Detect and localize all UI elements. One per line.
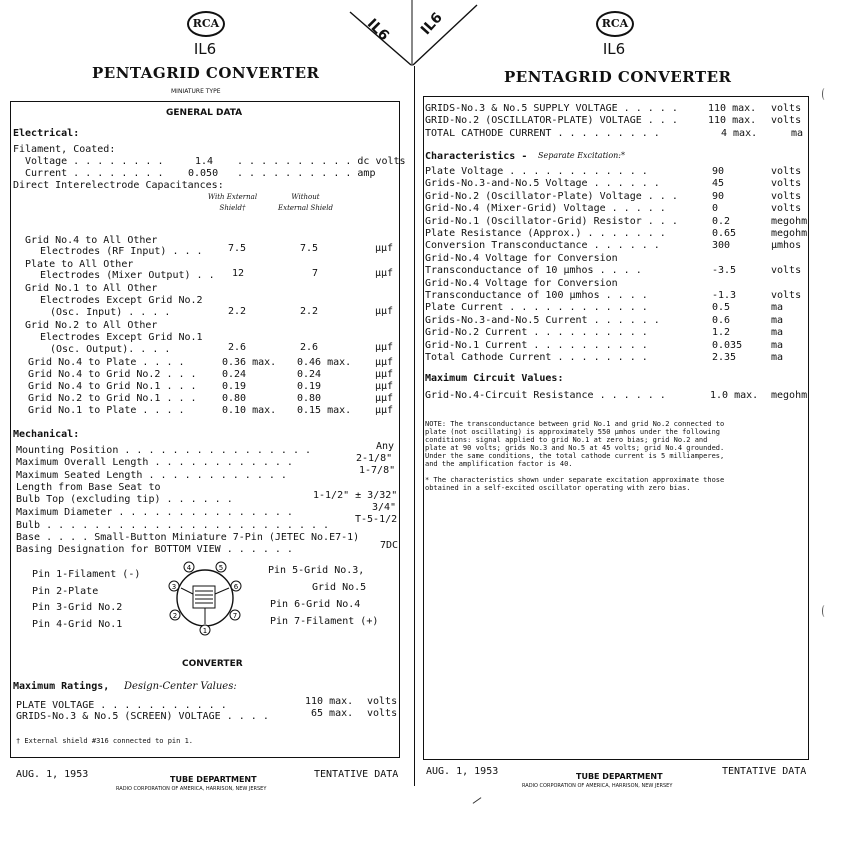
cap-4-line3: (Osc. Output). . . . — [50, 344, 171, 355]
pin-number-4: 4 — [186, 564, 192, 572]
rca-logo-left: RCA — [187, 11, 225, 37]
page-divider — [414, 66, 415, 786]
mechanical-heading: Mechanical: — [13, 429, 80, 440]
char-unit: volts — [771, 203, 802, 214]
shield-footnote: † External shield #316 connected to pin 1. — [16, 737, 194, 745]
pin-left-1: Pin 1-Filament (-) — [32, 569, 141, 580]
mech-7-label: Bulb . . . . . . . . . . . . . . . . . . . . . . . . — [16, 520, 330, 531]
pin-right-1: Pin 5-Grid No.3, — [268, 565, 365, 576]
top-row-1-value: 110 max. — [708, 103, 757, 114]
cap-3-without: 2.2 — [300, 306, 319, 317]
voltage-unit: . . . . . . . . . . dc volts — [237, 156, 406, 167]
dept-left: TUBE DEPARTMENT — [170, 775, 257, 784]
char-value: 2.35 — [712, 352, 737, 363]
corp-left: RADIO CORPORATION OF AMERICA, HARRISON, NEW JERSEY — [116, 786, 267, 792]
mech-2-label: Maximum Overall Length . . . . . . . . . . . . — [16, 457, 293, 468]
without-shield-header: Without External Shield — [278, 193, 333, 212]
char-value: 0.2 — [712, 216, 731, 227]
electrical-heading: Electrical: — [13, 128, 80, 139]
char-value: 0.035 — [712, 340, 743, 351]
cap2-2-label: Grid No.4 to Grid No.2 . . . — [28, 369, 197, 380]
rating-1-value: 110 max. — [305, 696, 354, 707]
note-line: conditions: signal applied to grid No.1 at zero bias; grid No.2 and — [425, 436, 708, 444]
tube-number-left: IL6 — [193, 40, 217, 58]
char-value: 90 — [712, 166, 725, 177]
rating-1-label: PLATE VOLTAGE . . . . . . . . . . . — [16, 700, 227, 711]
mech-3-label: Maximum Seated Length . . . . . . . . . . . . — [16, 470, 287, 481]
top-row-3-label: TOTAL CATHODE CURRENT . . . . . . . . . — [425, 128, 660, 139]
cap-1-line2: Electrodes (RF Input) . . . — [40, 246, 203, 257]
star-note-line: obtained in a self-excited oscillator operating with zero bias. — [425, 484, 691, 492]
char-label: Plate Current . . . . . . . . . . . . — [425, 302, 648, 313]
subtitle-left: MINIATURE TYPE — [171, 88, 221, 95]
pin-right-4: Pin 7-Filament (+) — [270, 616, 379, 627]
cap-3-unit: μμf — [375, 306, 394, 317]
char-unit: ma — [771, 315, 784, 326]
char-value: 0.5 — [712, 302, 731, 313]
char-label: Total Cathode Current . . . . . . . . — [425, 352, 648, 363]
char-unit: μmhos — [771, 240, 802, 251]
tentative-right: TENTATIVE DATA — [722, 766, 807, 777]
char-value: 1.2 — [712, 327, 731, 338]
pin-left-4: Pin 4-Grid No.1 — [32, 619, 123, 630]
cap2-5-unit: μμf — [375, 405, 394, 416]
circuit-unit: megohm — [771, 390, 808, 401]
cap2-4-label: Grid No.2 to Grid No.1 . . . — [28, 393, 197, 404]
tab-label-right: IL6 — [418, 9, 446, 39]
pin-left-2: Pin 2-Plate — [32, 586, 99, 597]
char-label: Grid-No.4 Voltage for Conversion — [425, 278, 618, 289]
corp-right: RADIO CORPORATION OF AMERICA, HARRISON, NEW JERSEY — [522, 783, 673, 789]
cap-4-without: 2.6 — [300, 342, 319, 353]
basing-lead — [181, 588, 193, 594]
mech-2-value: 2-1/8" — [356, 453, 393, 464]
cap-4-line1: Grid No.2 to All Other — [25, 320, 158, 331]
current-label: Current . . . . . . . . — [25, 168, 164, 179]
cap-2-without: 7 — [312, 268, 319, 279]
top-row-2-unit: volts — [771, 115, 802, 126]
converter-heading: CONVERTER — [182, 659, 243, 669]
pin-number-3: 3 — [171, 583, 177, 591]
char-label: Plate Voltage . . . . . . . . . . . . — [425, 166, 648, 177]
cap-2-line2: Electrodes (Mixer Output) . . — [40, 270, 215, 281]
capacitances-label: Direct Interelectrode Capacitances: — [13, 180, 224, 191]
char-unit: volts — [771, 290, 802, 301]
circuit-label: Grid-No.4-Circuit Resistance . . . . . . — [425, 390, 666, 401]
char-unit: volts — [771, 166, 802, 177]
char-label: Grids-No.3-and-No.5 Current . . . . . . — [425, 315, 660, 326]
cap2-4-with: 0.80 — [222, 393, 247, 404]
char-unit: volts — [771, 191, 802, 202]
pin-number-5: 5 — [218, 564, 224, 572]
tab-edge — [413, 5, 477, 65]
rating-2-label: GRIDS-No.3 & No.5 (SCREEN) VOLTAGE . . . . — [16, 711, 269, 722]
mech-9-label: Basing Designation for BOTTOM VIEW . . . . . . — [16, 544, 293, 555]
top-row-1-label: GRIDS-No.3 & No.5 SUPPLY VOLTAGE . . . . . — [425, 103, 678, 114]
tube-number-right: IL6 — [602, 40, 626, 58]
cap2-1-without: 0.46 max. — [297, 357, 352, 368]
note-line: Under the same conditions, the total cathode current is 5 milliamperes, — [425, 452, 725, 460]
char-label: Grid-No.2 (Oscillator-Plate) Voltage . . . — [425, 191, 678, 202]
mech-3-value: 1-7/8" — [359, 465, 396, 476]
char-label: Grids-No.3-and-No.5 Voltage . . . . . . — [425, 178, 660, 189]
star-note-line: * The characteristics shown under separate excitation approximate those — [425, 476, 725, 484]
mech-9-value: 7DC — [380, 540, 399, 551]
cap2-5-with: 0.10 max. — [222, 405, 277, 416]
separate-excitation-label: Separate Excitation:* — [538, 151, 626, 160]
page-title-left: PENTAGRID CONVERTER — [92, 64, 320, 82]
char-value: 90 — [712, 191, 725, 202]
voltage-value: 1.4 — [195, 156, 214, 167]
cap-3-line2: Electrodes Except Grid No.2 — [40, 295, 203, 306]
char-value: 0.6 — [712, 315, 731, 326]
char-unit: ma — [771, 340, 784, 351]
cap2-1-with: 0.36 max. — [222, 357, 277, 368]
char-value: 300 — [712, 240, 731, 251]
cap-3-line1: Grid No.1 to All Other — [25, 283, 158, 294]
char-label: Transconductance of 10 μmhos . . . . — [425, 265, 642, 276]
mech-8-label: Base . . . . Small-Button Miniature 7-Pin (JETEC No.E7-1) — [16, 532, 360, 543]
char-unit: volts — [771, 178, 802, 189]
cap2-3-without: 0.19 — [297, 381, 322, 392]
max-circuit-heading: Maximum Circuit Values: — [425, 373, 564, 384]
cap2-2-without: 0.24 — [297, 369, 322, 380]
cap-4-line2: Electrodes Except Grid No.1 — [40, 332, 203, 343]
cap-1-line1: Grid No.4 to All Other — [25, 235, 158, 246]
rca-logo-right: RCA — [596, 11, 634, 37]
top-row-3-value: 4 max. — [721, 128, 758, 139]
current-value: 0.050 — [188, 168, 219, 179]
mech-6-label: Maximum Diameter . . . . . . . . . . . . . . . — [16, 507, 293, 518]
char-label: Grid-No.4 Voltage for Conversion — [425, 253, 618, 264]
char-unit: volts — [771, 265, 802, 276]
voltage-label: Voltage . . . . . . . . — [25, 156, 164, 167]
mech-5-value: 1-1/2" ± 3/32" — [313, 490, 398, 501]
cap-4-with: 2.6 — [228, 342, 247, 353]
pin-number-2: 2 — [172, 612, 178, 620]
rating-2-value: 65 max. — [311, 708, 354, 719]
date-right: AUG. 1, 1953 — [426, 766, 499, 777]
cap2-3-with: 0.19 — [222, 381, 247, 392]
char-unit: megohm — [771, 228, 808, 239]
cap2-5-label: Grid No.1 to Plate . . . . — [28, 405, 185, 416]
pin-right-3: Pin 6-Grid No.4 — [270, 599, 361, 610]
cap-1-unit: μμf — [375, 243, 394, 254]
top-row-2-label: GRID-No.2 (OSCILLATOR-PLATE) VOLTAGE . . . — [425, 115, 678, 126]
scan-mark — [822, 88, 827, 100]
char-unit: ma — [771, 327, 784, 338]
char-label: Grid-No.2 Current . . . . . . . . . . — [425, 327, 648, 338]
tab-label-left: IL6 — [363, 15, 393, 45]
page-title-right: PENTAGRID CONVERTER — [504, 68, 732, 86]
note-line: plate (not oscillating) is approximately 550 μmhos under the following — [425, 428, 721, 436]
char-label: Grid-No.4 (Mixer-Grid) Voltage . . . . . — [425, 203, 666, 214]
char-label: Plate Resistance (Approx.) . . . . . . . — [425, 228, 666, 239]
filament-label: Filament, Coated: — [13, 144, 116, 155]
top-row-2-value: 110 max. — [708, 115, 757, 126]
mech-1-value: Any — [376, 441, 395, 452]
top-row-1-unit: volts — [771, 103, 802, 114]
mech-5-label: Bulb Top (excluding tip) . . . . . . — [16, 494, 233, 505]
cap-2-unit: μμf — [375, 268, 394, 279]
note-line: plate at 90 volts; grids No.3 and No.5 at 45 volts; grid No.4 grounded. — [425, 444, 725, 452]
char-value: -1.3 — [712, 290, 737, 301]
pin-left-3: Pin 3-Grid No.2 — [32, 602, 123, 613]
cap-1-without: 7.5 — [300, 243, 319, 254]
cap-1-with: 7.5 — [228, 243, 247, 254]
cap-3-with: 2.2 — [228, 306, 247, 317]
mech-1-label: Mounting Position . . . . . . . . . . . . . . . . — [16, 445, 312, 456]
cap2-1-unit: μμf — [375, 357, 394, 368]
char-unit: ma — [771, 302, 784, 313]
char-label: Grid-No.1 (Oscillator-Grid) Resistor . . . — [425, 216, 678, 227]
char-value: 0.65 — [712, 228, 737, 239]
pin-number-7: 7 — [232, 612, 238, 620]
pin-number-1: 1 — [202, 627, 208, 635]
pin-right-2: Grid No.5 — [312, 582, 367, 593]
characteristics-heading: Characteristics - — [425, 151, 528, 162]
cap-2-with: 12 — [232, 268, 245, 279]
mech-4-label: Length from Base Seat to — [16, 482, 161, 493]
rating-1-unit: volts — [367, 696, 398, 707]
char-value: 0 — [712, 203, 719, 214]
tentative-left: TENTATIVE DATA — [314, 769, 399, 780]
max-ratings-heading: Maximum Ratings, — [13, 681, 110, 692]
cap-4-unit: μμf — [375, 342, 394, 353]
with-shield-header: With External Shield† — [207, 193, 258, 212]
basing-diagram — [165, 558, 245, 638]
corner-tab — [345, 0, 485, 70]
cap2-2-unit: μμf — [375, 369, 394, 380]
char-unit: ma — [771, 352, 784, 363]
char-value: -3.5 — [712, 265, 737, 276]
cap2-2-with: 0.24 — [222, 369, 247, 380]
char-unit: megohm — [771, 216, 808, 227]
mech-7-value: T-5-1/2 — [355, 514, 398, 525]
top-row-3-unit: ma — [791, 128, 804, 139]
cap2-5-without: 0.15 max. — [297, 405, 352, 416]
mech-6-value: 3/4" — [372, 502, 397, 513]
current-unit: . . . . . . . . . . amp — [237, 168, 376, 179]
scan-mark — [473, 797, 482, 804]
basing-element-block — [193, 586, 215, 608]
cap2-1-label: Grid No.4 to Plate . . . . — [28, 357, 185, 368]
dept-right: TUBE DEPARTMENT — [576, 772, 663, 781]
cap2-3-unit: μμf — [375, 381, 394, 392]
general-data-heading: GENERAL DATA — [166, 108, 243, 118]
note-line: NOTE: The transconductance between grid No.1 and grid No.2 connected to — [425, 420, 725, 428]
date-left: AUG. 1, 1953 — [16, 769, 89, 780]
circuit-value: 1.0 max. — [710, 390, 759, 401]
cap-2-line1: Plate to All Other — [25, 259, 134, 270]
scan-mark — [822, 605, 827, 617]
char-value: 45 — [712, 178, 725, 189]
cap2-3-label: Grid No.4 to Grid No.1 . . . — [28, 381, 197, 392]
char-label: Grid-No.1 Current . . . . . . . . . . — [425, 340, 648, 351]
char-label: Conversion Transconductance . . . . . . — [425, 240, 660, 251]
char-label: Transconductance of 100 μmhos . . . . — [425, 290, 648, 301]
pin-number-6: 6 — [233, 583, 239, 591]
note-line: and the amplification factor is 40. — [425, 460, 573, 468]
basing-lead — [215, 588, 229, 594]
cap2-4-without: 0.80 — [297, 393, 322, 404]
rating-2-unit: volts — [367, 708, 398, 719]
cap2-4-unit: μμf — [375, 393, 394, 404]
design-center-heading: Design-Center Values: — [124, 681, 237, 692]
cap-3-line3: (Osc. Input) . . . . — [50, 307, 171, 318]
